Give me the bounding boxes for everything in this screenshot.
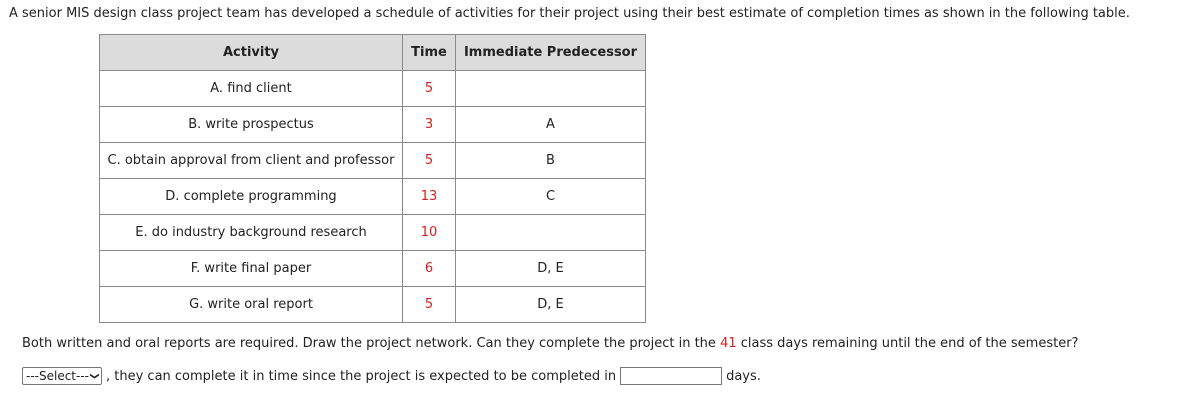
problem-intro: A senior MIS design class project team has developed a schedule of activities for their project using their best estimate of completion times as shown in the following table. [9, 6, 1130, 21]
header-predecessor: Immediate Predecessor [456, 35, 646, 71]
predecessor-cell: B [456, 143, 646, 179]
activity-cell: E. do industry background research [100, 215, 403, 251]
answer-row [22, 366, 761, 386]
table-row [100, 143, 646, 179]
header-activity: Activity [100, 35, 403, 71]
answer-select[interactable] [22, 367, 102, 385]
activity-cell: B. write prospectus [100, 107, 403, 143]
table-row [100, 251, 646, 287]
predecessor-cell: C [456, 179, 646, 215]
predecessor-cell [456, 215, 646, 251]
table-row [100, 215, 646, 251]
activity-cell: C. obtain approval from client and professor [100, 143, 403, 179]
time-cell: 3 [403, 107, 456, 143]
select-value: ---Select--- [26, 369, 89, 383]
answer-unit: days. [726, 368, 761, 384]
question-text [22, 336, 1078, 351]
activity-cell: A. find client [100, 71, 403, 107]
predecessor-cell [456, 71, 646, 107]
answer-mid-text: , they can complete it in time since the project is expected to be completed in [106, 368, 617, 384]
time-cell: 5 [403, 287, 456, 323]
question-before: Both written and oral reports are required. Draw the project network. Can they complete the project in the [22, 336, 716, 351]
time-cell: 10 [403, 215, 456, 251]
time-cell: 13 [403, 179, 456, 215]
predecessor-cell: A [456, 107, 646, 143]
header-time: Time [403, 35, 456, 71]
table-row [100, 71, 646, 107]
time-cell: 6 [403, 251, 456, 287]
activity-cell: F. write final paper [100, 251, 403, 287]
chevron-down-icon: ❯ [89, 372, 100, 380]
activity-cell: G. write oral report [100, 287, 403, 323]
predecessor-cell: D, E [456, 251, 646, 287]
completion-days-input[interactable] [620, 367, 722, 385]
table-header-row [100, 35, 646, 71]
table-row [100, 287, 646, 323]
activity-table [99, 34, 646, 323]
predecessor-cell: D, E [456, 287, 646, 323]
activity-cell: D. complete programming [100, 179, 403, 215]
table-row [100, 107, 646, 143]
days-remaining-value: 41 [720, 336, 737, 351]
time-cell: 5 [403, 71, 456, 107]
time-cell: 5 [403, 143, 456, 179]
table-row [100, 179, 646, 215]
question-after: class days remaining until the end of the semester? [740, 336, 1079, 351]
